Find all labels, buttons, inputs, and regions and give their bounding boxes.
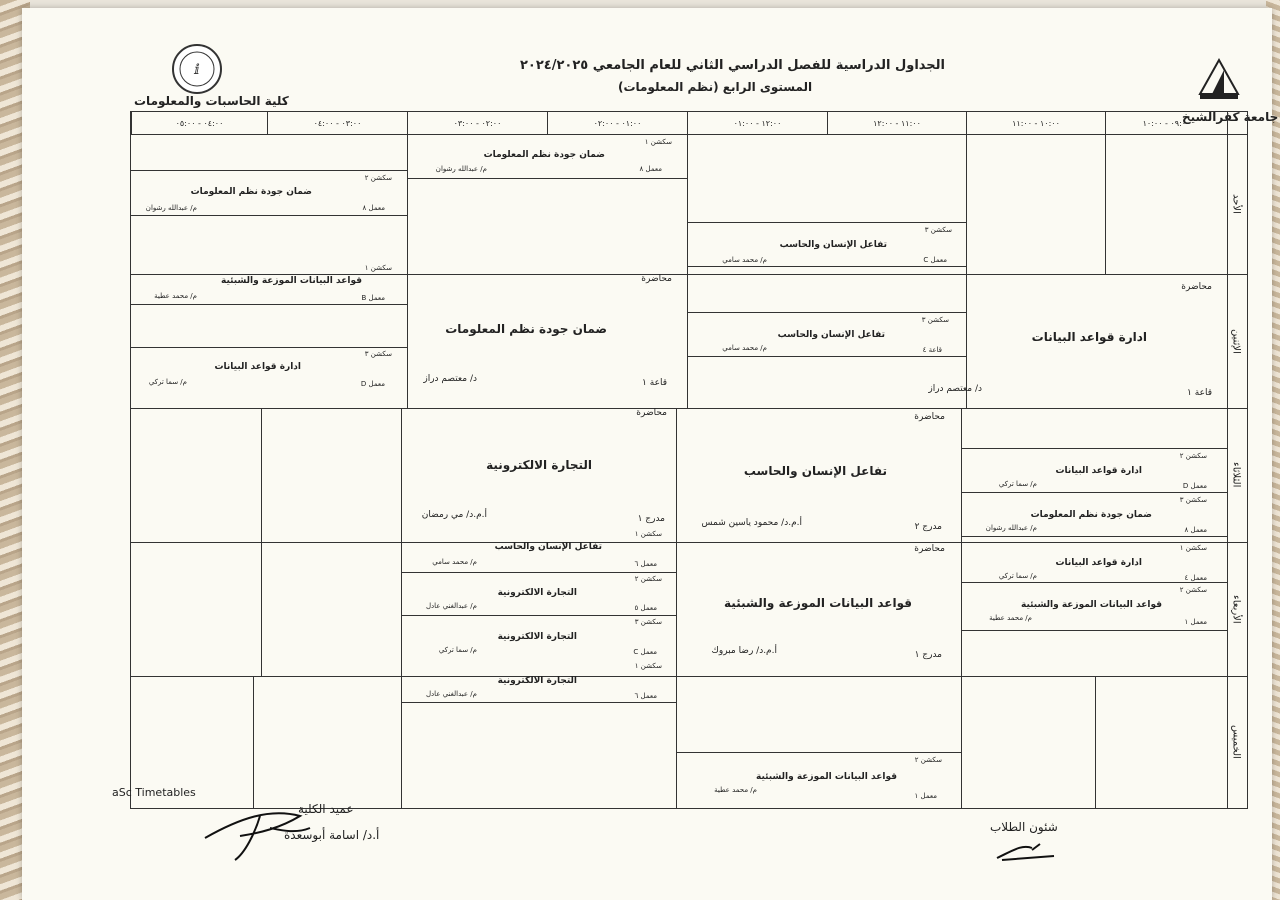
session-group: سكشن ٣ (924, 226, 952, 234)
lecture-teacher: أ.م.د/ مي رمضان (421, 510, 487, 520)
time-slot-5: ٠١:٠٠ - ٠٢:٠٠ (547, 112, 687, 134)
session-teacher: م/ عبدالغني عادل (425, 602, 477, 610)
day-sunday: الأحد (1230, 194, 1242, 214)
session-group: سكشن ١ (634, 530, 662, 538)
lecture-room: مدرج ١ (637, 514, 665, 524)
session-course: التجارة الالكترونية (497, 588, 577, 598)
session-teacher: م/ محمد سامي (722, 256, 767, 264)
session-teacher: م/ عبدالغني عادل (425, 690, 477, 698)
session-room: معمل ٦ (634, 560, 657, 568)
day-thursday: الخميس (1230, 725, 1242, 759)
session-teacher: م/ محمد سامي (432, 558, 477, 566)
session-room: معمل D (1182, 482, 1207, 490)
session-course: تفاعل الإنسان والحاسب (779, 240, 887, 250)
session-group: سكشن ٢ (634, 575, 662, 583)
session-group: سكشن ٣ (634, 618, 662, 626)
day-tuesday: الثلاثاء (1230, 462, 1242, 488)
day-wednesday: الأربعاء (1230, 594, 1242, 624)
session-teacher: م/ محمد سامي (722, 344, 767, 352)
lecture-teacher: د/ معتصم دراز (423, 374, 477, 384)
session-room: معمل ٨ (639, 165, 662, 173)
lecture-room: قاعة ١ (1187, 388, 1212, 398)
session-room: معمل B (361, 294, 385, 302)
session-room: معمل ١ (1184, 618, 1207, 626)
session-course: ضمان جودة نظم المعلومات (483, 150, 605, 160)
session-group: سكشن ٢ (1179, 586, 1207, 594)
session-course: التجارة الالكترونية (497, 676, 577, 686)
day-monday: الإثنين (1230, 328, 1242, 354)
lecture-teacher: د/ معتصم دراز (928, 384, 982, 394)
session-teacher: م/ سما تركي (148, 378, 187, 386)
session-course: ضمان جودة نظم المعلومات (190, 187, 312, 197)
session-room: معمل ٨ (362, 204, 385, 212)
session-group: سكشن ٢ (1179, 452, 1207, 460)
session-room: معمل ١ (914, 792, 937, 800)
dean-title: عميد الكلية (298, 802, 354, 816)
session-course: قواعد البيانات الموزعة والشبئية (221, 276, 362, 286)
lecture-room: قاعة ١ (642, 378, 667, 388)
session-course: قواعد البيانات الموزعة والشبئية (1021, 600, 1162, 610)
session-course: تفاعل الإنسان والحاسب (494, 542, 602, 552)
faculty-logo-icon (172, 44, 222, 94)
lecture-teacher: أ.م.د/ رضا مبروك (711, 646, 777, 656)
svg-text:ⅈ: ⅈ (194, 62, 200, 78)
student-affairs-title: شئون الطلاب (990, 820, 1058, 834)
faculty-name: كلية الحاسبات والمعلومات (134, 94, 289, 108)
lecture-course: ادارة قواعد البيانات (1031, 330, 1147, 344)
time-slot-3: ١١:٠٠ - ١٢:٠٠ (827, 112, 966, 134)
session-room: معمل C (923, 256, 947, 264)
page-subtitle: المستوى الرابع (نظم المعلومات) (618, 80, 813, 94)
lecture-type: محاضرة (641, 274, 672, 284)
dean-name: أ.د/ اسامة أبوسعدة (284, 828, 380, 842)
session-course: ادارة قواعد البيانات (214, 362, 301, 372)
session-teacher: م/ سما تركي (438, 646, 477, 654)
dean-signature-icon (200, 798, 320, 872)
session-group: سكشن ٢ (364, 174, 392, 182)
session-course: ادارة قواعد البيانات (1055, 466, 1142, 476)
session-teacher: م/ سما تركي (998, 572, 1037, 580)
time-slot-1: ٠٩:٠٠ - ١٠:٠٠ (1105, 112, 1227, 134)
time-slot-6: ٠٢:٠٠ - ٠٣:٠٠ (407, 112, 547, 134)
lecture-type: محاضرة (914, 412, 945, 422)
lecture-type: محاضرة (636, 408, 667, 418)
session-teacher: م/ عبدالله رشوان (435, 165, 487, 173)
session-course: التجارة الالكترونية (497, 632, 577, 642)
session-group: سكشن ١ (1179, 544, 1207, 552)
session-teacher: م/ محمد عطية (714, 786, 757, 794)
session-course: تفاعل الإنسان والحاسب (777, 330, 885, 340)
page-title: الجداول الدراسية للفصل الدراسي الثاني للعام الجامعي ٢٠٢٤/٢٠٢٥ (520, 58, 946, 73)
session-room: معمل C (633, 648, 657, 656)
lecture-course: تفاعل الإنسان والحاسب (743, 464, 887, 478)
session-course: قواعد البيانات الموزعة والشبئية (756, 772, 897, 782)
session-group: سكشن ٣ (364, 350, 392, 358)
session-course: ادارة قواعد البيانات (1055, 558, 1142, 568)
session-teacher: م/ عبدالله رشوان (145, 204, 197, 212)
time-slot-4: ١٢:٠٠ - ٠١:٠٠ (687, 112, 827, 134)
timetable-grid (130, 111, 1248, 809)
lecture-room: مدرج ٢ (914, 522, 942, 532)
university-name: جامعة كفرالشيخ (1182, 110, 1279, 124)
lecture-course: قواعد البيانات الموزعة والشبئية (724, 596, 912, 610)
software-credit: aSc Timetables (112, 786, 196, 799)
session-group: سكشن ١ (364, 264, 392, 272)
time-slot-2: ١٠:٠٠ - ١١:٠٠ (966, 112, 1105, 134)
session-teacher: م/ محمد عطية (989, 614, 1032, 622)
session-room: معمل ٥ (634, 604, 657, 612)
lecture-type: محاضرة (914, 544, 945, 554)
session-teacher: م/ محمد عطية (154, 292, 197, 300)
affairs-signature-icon (992, 836, 1062, 870)
session-group: سكشن ٣ (1179, 496, 1207, 504)
session-group: سكشن ٢ (914, 756, 942, 764)
session-group: سكشن ١ (644, 138, 672, 146)
session-room: قاعة ٤ (922, 346, 942, 354)
session-group: سكشن ٣ (921, 316, 949, 324)
lecture-course: ضمان جودة نظم المعلومات (445, 322, 607, 336)
lecture-type: محاضرة (1181, 282, 1212, 292)
university-logo-icon (1194, 54, 1244, 104)
session-course: ضمان جودة نظم المعلومات (1030, 510, 1152, 520)
session-teacher: م/ سما تركي (998, 480, 1037, 488)
session-group: سكشن ١ (634, 662, 662, 670)
session-teacher: م/ عبدالله رشوان (985, 524, 1037, 532)
session-room: معمل ٨ (1184, 526, 1207, 534)
time-slot-8: ٠٤:٠٠ - ٠٥:٠٠ (131, 112, 267, 134)
lecture-teacher: أ.م.د/ محمود ياسين شمس (701, 518, 802, 528)
lecture-room: مدرج ١ (914, 650, 942, 660)
session-room: معمل ٦ (634, 692, 657, 700)
document-page (22, 8, 1279, 900)
lecture-course: التجارة الالكترونية (486, 458, 592, 472)
session-room: معمل ٤ (1184, 574, 1207, 582)
time-slot-7: ٠٣:٠٠ - ٠٤:٠٠ (267, 112, 407, 134)
session-room: معمل D (360, 380, 385, 388)
